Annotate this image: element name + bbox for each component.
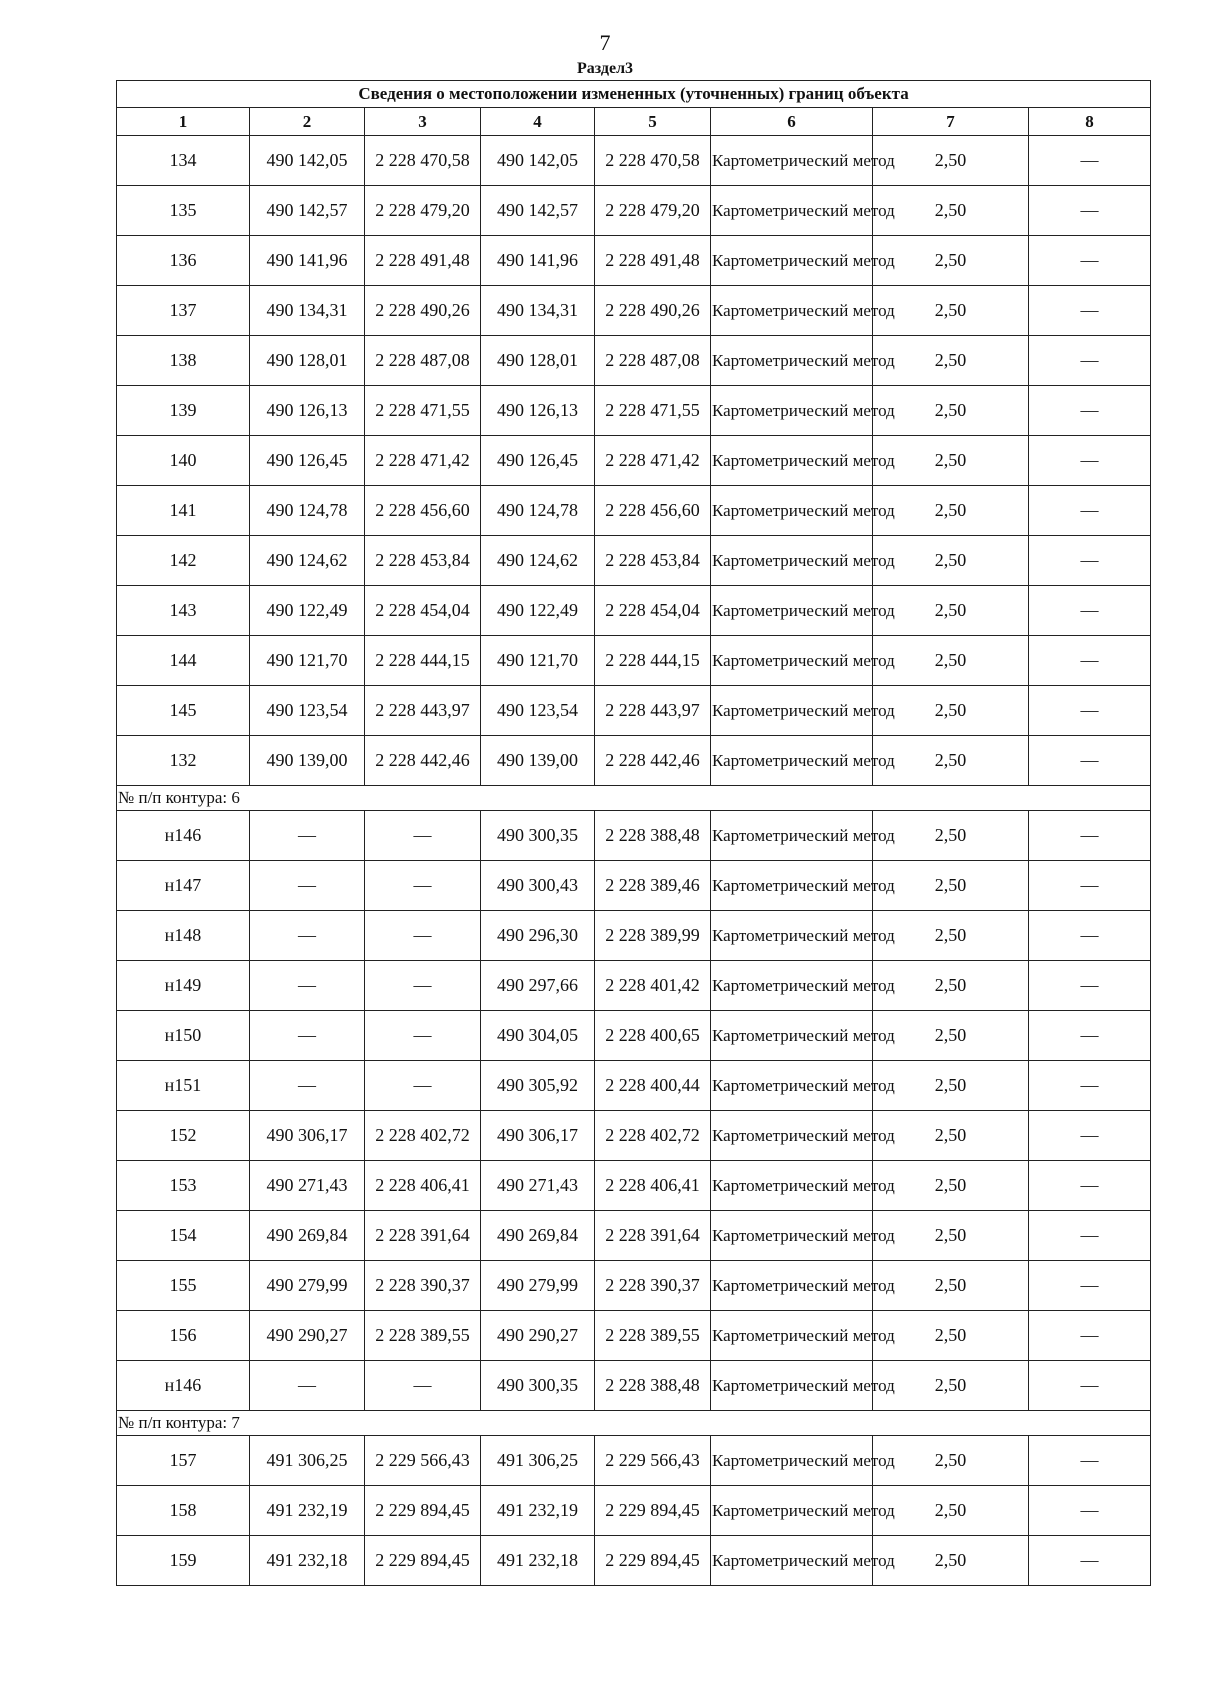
old-x-cell: 490 122,49 [250, 586, 365, 636]
new-x-cell: 490 269,84 [481, 1211, 595, 1261]
table-row [117, 386, 1151, 436]
new-x-cell: 490 300,43 [481, 861, 595, 911]
new-x-cell: 490 123,54 [481, 686, 595, 736]
new-x-cell: 490 290,27 [481, 1311, 595, 1361]
new-x-cell: 490 304,05 [481, 1011, 595, 1061]
old-y-cell: 2 228 471,55 [365, 386, 481, 436]
old-y-cell: — [365, 961, 481, 1011]
point-number-cell: 134 [117, 136, 250, 186]
column-number-row [117, 108, 1151, 136]
old-x-cell: 491 306,25 [250, 1436, 365, 1486]
table-row [117, 1311, 1151, 1361]
point-number-cell: 136 [117, 236, 250, 286]
new-x-cell: 490 139,00 [481, 736, 595, 786]
old-y-cell: 2 228 456,60 [365, 486, 481, 536]
table-row [117, 1261, 1151, 1311]
new-y-cell: 2 228 388,48 [595, 1361, 711, 1411]
old-x-cell: 490 290,27 [250, 1311, 365, 1361]
column-number: 2 [250, 108, 365, 136]
old-y-cell: — [365, 811, 481, 861]
method-cell: Картометрический метод [711, 686, 873, 736]
accuracy-cell: 2,50 [873, 1361, 1029, 1411]
method-cell: Картометрический метод [711, 1061, 873, 1111]
table-body [117, 136, 1151, 1586]
old-x-cell: 490 139,00 [250, 736, 365, 786]
table-row [117, 536, 1151, 586]
table-row [117, 686, 1151, 736]
new-y-cell: 2 228 389,99 [595, 911, 711, 961]
old-x-cell: 490 124,62 [250, 536, 365, 586]
old-y-cell: 2 228 390,37 [365, 1261, 481, 1311]
accuracy-cell: 2,50 [873, 686, 1029, 736]
new-y-cell: 2 228 471,55 [595, 386, 711, 436]
old-x-cell: 491 232,18 [250, 1536, 365, 1586]
point-number-cell: 152 [117, 1111, 250, 1161]
table-row [117, 286, 1151, 336]
method-cell: Картометрический метод [711, 961, 873, 1011]
old-x-cell: 490 142,05 [250, 136, 365, 186]
description-cell: — [1029, 1261, 1151, 1311]
old-x-cell: 490 126,45 [250, 436, 365, 486]
table-row [117, 1111, 1151, 1161]
point-number-cell: 158 [117, 1486, 250, 1536]
description-cell: — [1029, 1361, 1151, 1411]
old-y-cell: 2 228 443,97 [365, 686, 481, 736]
description-cell: — [1029, 1061, 1151, 1111]
accuracy-cell: 2,50 [873, 486, 1029, 536]
table-row [117, 486, 1151, 536]
description-cell: — [1029, 811, 1151, 861]
point-number-cell: 138 [117, 336, 250, 386]
new-y-cell: 2 228 454,04 [595, 586, 711, 636]
table-row [117, 1486, 1151, 1536]
table-row [117, 336, 1151, 386]
boundary-coordinates-table [116, 80, 1151, 1586]
description-cell: — [1029, 1161, 1151, 1211]
table-row [117, 1211, 1151, 1261]
old-y-cell: — [365, 861, 481, 911]
description-cell: — [1029, 236, 1151, 286]
old-y-cell: 2 228 471,42 [365, 436, 481, 486]
point-number-cell: н146 [117, 1361, 250, 1411]
method-cell: Картометрический метод [711, 861, 873, 911]
new-x-cell: 490 122,49 [481, 586, 595, 636]
old-y-cell: 2 228 402,72 [365, 1111, 481, 1161]
old-x-cell: 491 232,19 [250, 1486, 365, 1536]
table-row [117, 861, 1151, 911]
new-x-cell: 490 142,57 [481, 186, 595, 236]
new-y-cell: 2 228 491,48 [595, 236, 711, 286]
new-x-cell: 491 232,18 [481, 1536, 595, 1586]
point-number-cell: 154 [117, 1211, 250, 1261]
method-cell: Картометрический метод [711, 536, 873, 586]
method-cell: Картометрический метод [711, 336, 873, 386]
old-y-cell: 2 229 566,43 [365, 1436, 481, 1486]
new-x-cell: 491 306,25 [481, 1436, 595, 1486]
old-y-cell: 2 228 453,84 [365, 536, 481, 586]
old-y-cell: 2 228 487,08 [365, 336, 481, 386]
table-row [117, 961, 1151, 1011]
old-x-cell: 490 121,70 [250, 636, 365, 686]
point-number-cell: 137 [117, 286, 250, 336]
point-number-cell: н151 [117, 1061, 250, 1111]
column-number: 8 [1029, 108, 1151, 136]
method-cell: Картометрический метод [711, 1161, 873, 1211]
old-y-cell: 2 228 454,04 [365, 586, 481, 636]
new-x-cell: 490 134,31 [481, 286, 595, 336]
accuracy-cell: 2,50 [873, 186, 1029, 236]
method-cell: Картометрический метод [711, 286, 873, 336]
method-cell: Картометрический метод [711, 1436, 873, 1486]
description-cell: — [1029, 961, 1151, 1011]
accuracy-cell: 2,50 [873, 536, 1029, 586]
new-y-cell: 2 229 894,45 [595, 1536, 711, 1586]
accuracy-cell: 2,50 [873, 1211, 1029, 1261]
accuracy-cell: 2,50 [873, 861, 1029, 911]
method-cell: Картометрический метод [711, 911, 873, 961]
accuracy-cell: 2,50 [873, 386, 1029, 436]
method-cell: Картометрический метод [711, 811, 873, 861]
method-cell: Картометрический метод [711, 386, 873, 436]
description-cell: — [1029, 486, 1151, 536]
description-cell: — [1029, 186, 1151, 236]
point-number-cell: 159 [117, 1536, 250, 1586]
point-number-cell: 153 [117, 1161, 250, 1211]
new-y-cell: 2 228 401,42 [595, 961, 711, 1011]
accuracy-cell: 2,50 [873, 436, 1029, 486]
new-y-cell: 2 228 444,15 [595, 636, 711, 686]
accuracy-cell: 2,50 [873, 961, 1029, 1011]
point-number-cell: 156 [117, 1311, 250, 1361]
description-cell: — [1029, 586, 1151, 636]
new-x-cell: 490 128,01 [481, 336, 595, 386]
description-cell: — [1029, 1311, 1151, 1361]
method-cell: Картометрический метод [711, 1261, 873, 1311]
old-x-cell: — [250, 1061, 365, 1111]
point-number-cell: 140 [117, 436, 250, 486]
contour-header-row [117, 786, 1151, 811]
column-number: 4 [481, 108, 595, 136]
old-x-cell: 490 141,96 [250, 236, 365, 286]
accuracy-cell: 2,50 [873, 1061, 1029, 1111]
method-cell: Картометрический метод [711, 236, 873, 286]
new-y-cell: 2 228 470,58 [595, 136, 711, 186]
point-number-cell: н149 [117, 961, 250, 1011]
table-row [117, 736, 1151, 786]
new-x-cell: 490 300,35 [481, 811, 595, 861]
accuracy-cell: 2,50 [873, 286, 1029, 336]
old-y-cell: 2 228 391,64 [365, 1211, 481, 1261]
point-number-cell: 132 [117, 736, 250, 786]
new-x-cell: 490 126,13 [481, 386, 595, 436]
method-cell: Картометрический метод [711, 1311, 873, 1361]
old-y-cell: — [365, 911, 481, 961]
new-x-cell: 490 124,78 [481, 486, 595, 536]
old-x-cell: 490 128,01 [250, 336, 365, 386]
old-x-cell: 490 124,78 [250, 486, 365, 536]
old-x-cell: 490 269,84 [250, 1211, 365, 1261]
old-y-cell: 2 228 444,15 [365, 636, 481, 686]
old-y-cell: 2 228 490,26 [365, 286, 481, 336]
point-number-cell: н150 [117, 1011, 250, 1061]
accuracy-cell: 2,50 [873, 1311, 1029, 1361]
new-y-cell: 2 228 402,72 [595, 1111, 711, 1161]
column-number: 1 [117, 108, 250, 136]
old-y-cell: 2 228 389,55 [365, 1311, 481, 1361]
description-cell: — [1029, 1111, 1151, 1161]
old-x-cell: 490 126,13 [250, 386, 365, 436]
table-row [117, 1011, 1151, 1061]
point-number-cell: 143 [117, 586, 250, 636]
point-number-cell: 157 [117, 1436, 250, 1486]
new-x-cell: 491 232,19 [481, 1486, 595, 1536]
point-number-cell: 135 [117, 186, 250, 236]
table-row [117, 1536, 1151, 1586]
method-cell: Картометрический метод [711, 1111, 873, 1161]
accuracy-cell: 2,50 [873, 1161, 1029, 1211]
old-x-cell: 490 123,54 [250, 686, 365, 736]
new-y-cell: 2 229 894,45 [595, 1486, 711, 1536]
method-cell: Картометрический метод [711, 1536, 873, 1586]
column-number: 7 [873, 108, 1029, 136]
old-y-cell: 2 228 406,41 [365, 1161, 481, 1211]
old-x-cell: — [250, 861, 365, 911]
section-title: Раздел3 [576, 60, 634, 77]
old-y-cell: 2 229 894,45 [365, 1536, 481, 1586]
table-row [117, 1161, 1151, 1211]
method-cell: Картометрический метод [711, 736, 873, 786]
accuracy-cell: 2,50 [873, 811, 1029, 861]
new-y-cell: 2 228 406,41 [595, 1161, 711, 1211]
accuracy-cell: 2,50 [873, 1011, 1029, 1061]
description-cell: — [1029, 636, 1151, 686]
accuracy-cell: 2,50 [873, 1261, 1029, 1311]
old-x-cell: 490 142,57 [250, 186, 365, 236]
new-y-cell: 2 228 479,20 [595, 186, 711, 236]
description-cell: — [1029, 1436, 1151, 1486]
table-row [117, 1361, 1151, 1411]
point-number-cell: 139 [117, 386, 250, 436]
method-cell: Картометрический метод [711, 1486, 873, 1536]
new-x-cell: 490 300,35 [481, 1361, 595, 1411]
accuracy-cell: 2,50 [873, 336, 1029, 386]
description-cell: — [1029, 536, 1151, 586]
description-cell: — [1029, 1536, 1151, 1586]
table-row [117, 586, 1151, 636]
old-x-cell: — [250, 811, 365, 861]
point-number-cell: 141 [117, 486, 250, 536]
new-x-cell: 490 124,62 [481, 536, 595, 586]
new-y-cell: 2 228 390,37 [595, 1261, 711, 1311]
accuracy-cell: 2,50 [873, 236, 1029, 286]
old-y-cell: 2 229 894,45 [365, 1486, 481, 1536]
table-row [117, 636, 1151, 686]
new-y-cell: 2 228 400,65 [595, 1011, 711, 1061]
point-number-cell: н148 [117, 911, 250, 961]
old-x-cell: — [250, 1011, 365, 1061]
new-x-cell: 490 126,45 [481, 436, 595, 486]
new-x-cell: 490 305,92 [481, 1061, 595, 1111]
table-row [117, 186, 1151, 236]
accuracy-cell: 2,50 [873, 736, 1029, 786]
old-x-cell: 490 134,31 [250, 286, 365, 336]
new-y-cell: 2 229 566,43 [595, 1436, 711, 1486]
table-row [117, 136, 1151, 186]
method-cell: Картометрический метод [711, 1361, 873, 1411]
description-cell: — [1029, 686, 1151, 736]
accuracy-cell: 2,50 [873, 911, 1029, 961]
old-y-cell: 2 228 491,48 [365, 236, 481, 286]
new-x-cell: 490 271,43 [481, 1161, 595, 1211]
old-y-cell: 2 228 470,58 [365, 136, 481, 186]
column-number: 6 [711, 108, 873, 136]
new-y-cell: 2 228 391,64 [595, 1211, 711, 1261]
new-y-cell: 2 228 388,48 [595, 811, 711, 861]
new-y-cell: 2 228 471,42 [595, 436, 711, 486]
method-cell: Картометрический метод [711, 486, 873, 536]
accuracy-cell: 2,50 [873, 136, 1029, 186]
new-y-cell: 2 228 400,44 [595, 1061, 711, 1111]
new-y-cell: 2 228 389,55 [595, 1311, 711, 1361]
column-number: 5 [595, 108, 711, 136]
old-x-cell: — [250, 961, 365, 1011]
new-y-cell: 2 228 442,46 [595, 736, 711, 786]
table-row [117, 1061, 1151, 1111]
table-row [117, 436, 1151, 486]
old-y-cell: 2 228 442,46 [365, 736, 481, 786]
description-cell: — [1029, 436, 1151, 486]
description-cell: — [1029, 1011, 1151, 1061]
column-number: 3 [365, 108, 481, 136]
old-x-cell: 490 306,17 [250, 1111, 365, 1161]
page-number: 7 [599, 30, 611, 55]
table-title: Сведения о местоположении измененных (уточненных) границ объекта [117, 81, 1151, 108]
new-x-cell: 490 296,30 [481, 911, 595, 961]
description-cell: — [1029, 1486, 1151, 1536]
method-cell: Картометрический метод [711, 136, 873, 186]
point-number-cell: 145 [117, 686, 250, 736]
accuracy-cell: 2,50 [873, 636, 1029, 686]
new-x-cell: 490 297,66 [481, 961, 595, 1011]
method-cell: Картометрический метод [711, 1211, 873, 1261]
method-cell: Картометрический метод [711, 186, 873, 236]
description-cell: — [1029, 336, 1151, 386]
table-row [117, 236, 1151, 286]
point-number-cell: н147 [117, 861, 250, 911]
new-y-cell: 2 228 453,84 [595, 536, 711, 586]
method-cell: Картометрический метод [711, 1011, 873, 1061]
new-y-cell: 2 228 490,26 [595, 286, 711, 336]
description-cell: — [1029, 1211, 1151, 1261]
table-row [117, 911, 1151, 961]
accuracy-cell: 2,50 [873, 1111, 1029, 1161]
old-x-cell: 490 271,43 [250, 1161, 365, 1211]
contour-header-row [117, 1411, 1151, 1436]
old-y-cell: — [365, 1011, 481, 1061]
table-row [117, 811, 1151, 861]
description-cell: — [1029, 736, 1151, 786]
description-cell: — [1029, 861, 1151, 911]
point-number-cell: 155 [117, 1261, 250, 1311]
new-x-cell: 490 121,70 [481, 636, 595, 686]
new-x-cell: 490 142,05 [481, 136, 595, 186]
new-x-cell: 490 141,96 [481, 236, 595, 286]
accuracy-cell: 2,50 [873, 1536, 1029, 1586]
new-y-cell: 2 228 443,97 [595, 686, 711, 736]
table-row [117, 1436, 1151, 1486]
method-cell: Картометрический метод [711, 436, 873, 486]
accuracy-cell: 2,50 [873, 1486, 1029, 1536]
contour-label: № п/п контура: 7 [117, 1411, 1151, 1436]
method-cell: Картометрический метод [711, 586, 873, 636]
new-y-cell: 2 228 456,60 [595, 486, 711, 536]
old-x-cell: 490 279,99 [250, 1261, 365, 1311]
description-cell: — [1029, 136, 1151, 186]
old-y-cell: — [365, 1361, 481, 1411]
accuracy-cell: 2,50 [873, 1436, 1029, 1486]
new-x-cell: 490 279,99 [481, 1261, 595, 1311]
old-x-cell: — [250, 1361, 365, 1411]
description-cell: — [1029, 911, 1151, 961]
new-y-cell: 2 228 487,08 [595, 336, 711, 386]
old-x-cell: — [250, 911, 365, 961]
point-number-cell: 144 [117, 636, 250, 686]
method-cell: Картометрический метод [711, 636, 873, 686]
old-y-cell: — [365, 1061, 481, 1111]
contour-label: № п/п контура: 6 [117, 786, 1151, 811]
point-number-cell: 142 [117, 536, 250, 586]
point-number-cell: н146 [117, 811, 250, 861]
description-cell: — [1029, 386, 1151, 436]
old-y-cell: 2 228 479,20 [365, 186, 481, 236]
new-x-cell: 490 306,17 [481, 1111, 595, 1161]
description-cell: — [1029, 286, 1151, 336]
accuracy-cell: 2,50 [873, 586, 1029, 636]
new-y-cell: 2 228 389,46 [595, 861, 711, 911]
